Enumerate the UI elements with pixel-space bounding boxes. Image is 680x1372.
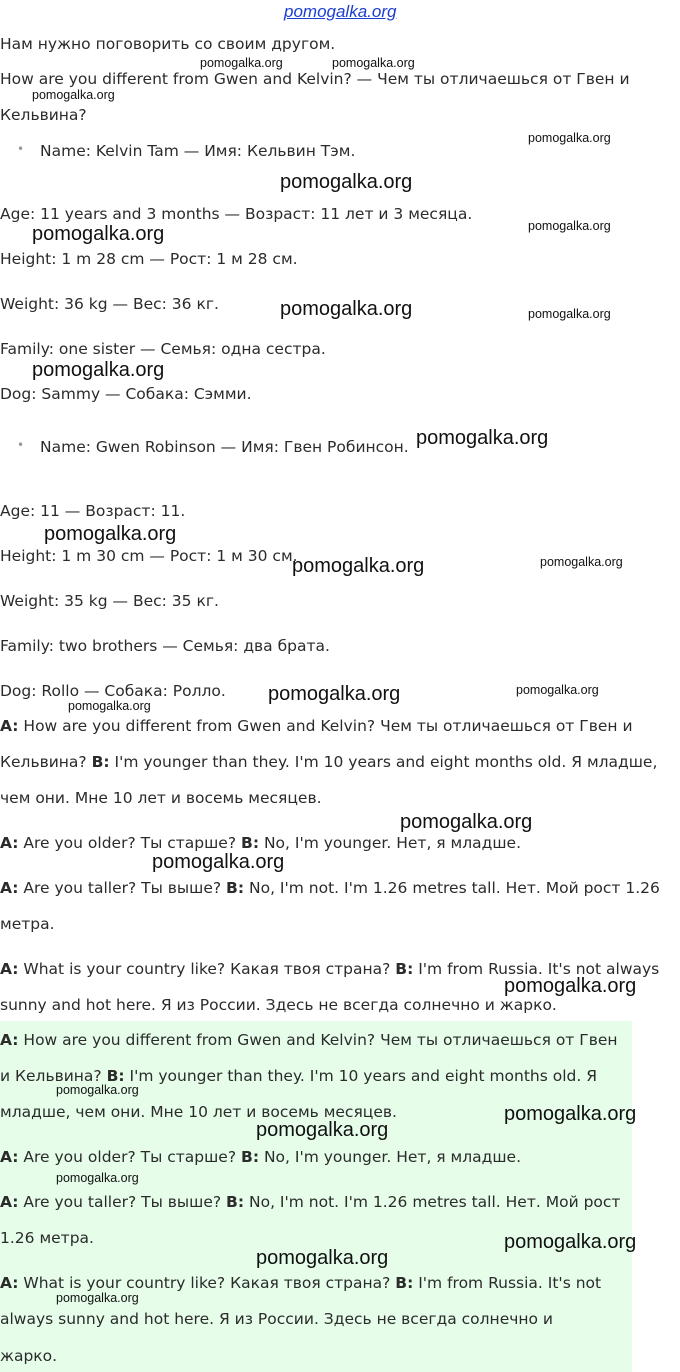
watermark: pomogalka.org: [400, 811, 533, 833]
speaker-b: B:: [395, 960, 414, 978]
watermark: pomogalka.org: [256, 1247, 389, 1269]
speaker-a: A:: [0, 960, 19, 978]
speaker-a: A:: [0, 1274, 19, 1292]
kelvin-weight: Weight: 36 kg — Вес: 36 кг.: [0, 295, 219, 313]
speaker-b: B:: [395, 1274, 414, 1292]
speaker-b: B:: [226, 1193, 245, 1211]
dialogue2-line-7: [0, 1274, 601, 1292]
dialogue2-line-8: always sunny and hot here. Я из России. Здесь не всегда солнечно и: [0, 1310, 554, 1328]
kelvin-family: Family: one sister — Семья: одна сестра.: [0, 340, 326, 358]
watermark: pomogalka.org: [32, 223, 165, 245]
dialogue-text: Are you older? Ты старше?: [18, 1148, 242, 1166]
gwen-weight: Weight: 35 kg — Вес: 35 кг.: [0, 592, 219, 610]
dialogue-text: I'm younger than they. I'm 10 years and eight months old. Я младше,: [109, 753, 658, 771]
dialogue-text: Are you taller? Ты выше?: [18, 879, 227, 897]
watermark: pomogalka.org: [256, 1119, 389, 1141]
dialogue-text: Кельвина?: [0, 753, 92, 771]
dialogue2-line-6: 1.26 метра.: [0, 1229, 94, 1247]
watermark-link[interactable]: pomogalka.org: [284, 2, 397, 21]
dialogue1-line-8: sunny and hot here. Я из России. Здесь не всегда солнечно и жарко.: [0, 996, 557, 1014]
dialogue1-line-2: [0, 753, 657, 771]
gwen-height: Height: 1 m 30 cm — Рост: 1 м 30 см.: [0, 547, 298, 565]
dialogue-text: Are you older? Ты старше?: [18, 834, 242, 852]
kelvin-age: Age: 11 years and 3 months — Возраст: 11 лет и 3 месяца.: [0, 205, 473, 223]
dialogue-text: What is your country like? Какая твоя страна?: [18, 1274, 396, 1292]
kelvin-dog: Dog: Sammy — Собака: Сэмми.: [0, 385, 252, 403]
speaker-a: A:: [0, 1193, 19, 1211]
watermark: pomogalka.org: [332, 56, 415, 70]
bullet-icon: •: [17, 142, 25, 156]
gwen-family: Family: two brothers — Семья: два брата.: [0, 637, 330, 655]
speaker-a: A:: [0, 717, 19, 735]
watermark: pomogalka.org: [152, 851, 285, 873]
watermark: pomogalka.org: [528, 219, 611, 233]
watermark: pomogalka.org: [56, 1171, 139, 1185]
dialogue-text: I'm younger than they. I'm 10 years and eight months old. Я: [124, 1067, 598, 1085]
speaker-a: A:: [0, 879, 19, 897]
watermark: pomogalka.org: [44, 523, 177, 545]
dialogue-text: I'm from Russia. It's not: [413, 1274, 602, 1292]
dialogue-text: No, I'm not. I'm 1.26 metres tall. Нет. Мой рост 1.26: [244, 879, 660, 897]
watermark: pomogalka.org: [32, 88, 115, 102]
watermark: pomogalka.org: [504, 975, 637, 997]
dialogue-text: How are you different from Gwen and Kelvin? Чем ты отличаешься от Гвен: [18, 1031, 618, 1049]
dialogue1-line-4: [0, 834, 521, 852]
watermark: pomogalka.org: [268, 683, 401, 705]
watermark: pomogalka.org: [540, 555, 623, 569]
intro-line-3: Кельвина?: [0, 106, 87, 124]
speaker-a: A:: [0, 1031, 19, 1049]
bullet-icon: •: [17, 438, 25, 452]
watermark: pomogalka.org: [280, 171, 413, 193]
watermark: pomogalka.org: [200, 56, 283, 70]
dialogue2-line-5: [0, 1193, 620, 1211]
dialogue2-line-4: [0, 1148, 521, 1166]
speaker-a: A:: [0, 1148, 19, 1166]
watermark: pomogalka.org: [528, 307, 611, 321]
dialogue-text: No, I'm not. I'm 1.26 metres tall. Нет. Мой рост: [244, 1193, 621, 1211]
dialogue1-line-3: чем они. Мне 10 лет и восемь месяцев.: [0, 789, 322, 807]
dialogue-text: How are you different from Gwen and Kelvin? Чем ты отличаешься от Гвен и: [18, 717, 633, 735]
kelvin-name: Name: Kelvin Tam — Имя: Кельвин Тэм.: [40, 142, 356, 160]
speaker-b: B:: [241, 1148, 260, 1166]
intro-line-2: How are you different from Gwen and Kelvin? — Чем ты отличаешься от Гвен и: [0, 70, 630, 88]
intro-line-1: Нам нужно поговорить со своим другом.: [0, 35, 336, 53]
watermark: pomogalka.org: [504, 1231, 637, 1253]
gwen-dog: Dog: Rollo — Собака: Ролло.: [0, 682, 226, 700]
watermark: pomogalka.org: [504, 1103, 637, 1125]
speaker-a: A:: [0, 834, 19, 852]
speaker-b: B:: [241, 834, 260, 852]
dialogue1-line-6: метра.: [0, 915, 55, 933]
watermark: pomogalka.org: [68, 699, 151, 713]
dialogue1-line-1: [0, 717, 633, 735]
watermark: pomogalka.org: [416, 427, 549, 449]
dialogue-text: I'm from Russia. It's not always: [413, 960, 660, 978]
dialogue2-line-3: младше, чем они. Мне 10 лет и восемь месяцев.: [0, 1103, 397, 1121]
dialogue1-line-5: [0, 879, 660, 897]
dialogue-text: и Кельвина?: [0, 1067, 107, 1085]
watermark: pomogalka.org: [280, 298, 413, 320]
gwen-age: Age: 11 — Возраст: 11.: [0, 502, 186, 520]
dialogue2-line-9: жарко.: [0, 1347, 58, 1365]
gwen-name: Name: Gwen Robinson — Имя: Гвен Робинсон.: [40, 438, 409, 456]
kelvin-height: Height: 1 m 28 cm — Рост: 1 м 28 см.: [0, 250, 298, 268]
watermark: pomogalka.org: [516, 683, 599, 697]
dialogue-text: What is your country like? Какая твоя страна?: [18, 960, 396, 978]
speaker-b: B:: [91, 753, 110, 771]
dialogue-text: Are you taller? Ты выше?: [18, 1193, 227, 1211]
dialogue-text: No, I'm younger. Нет, я младше.: [259, 1148, 522, 1166]
watermark: pomogalka.org: [32, 359, 165, 381]
watermark: pomogalka.org: [292, 555, 425, 577]
watermark: pomogalka.org: [56, 1083, 139, 1097]
watermark: pomogalka.org: [528, 131, 611, 145]
watermark: pomogalka.org: [56, 1291, 139, 1305]
dialogue-text: No, I'm younger. Нет, я младше.: [259, 834, 522, 852]
speaker-b: B:: [106, 1067, 125, 1085]
speaker-b: B:: [226, 879, 245, 897]
dialogue2-line-1: [0, 1031, 618, 1049]
